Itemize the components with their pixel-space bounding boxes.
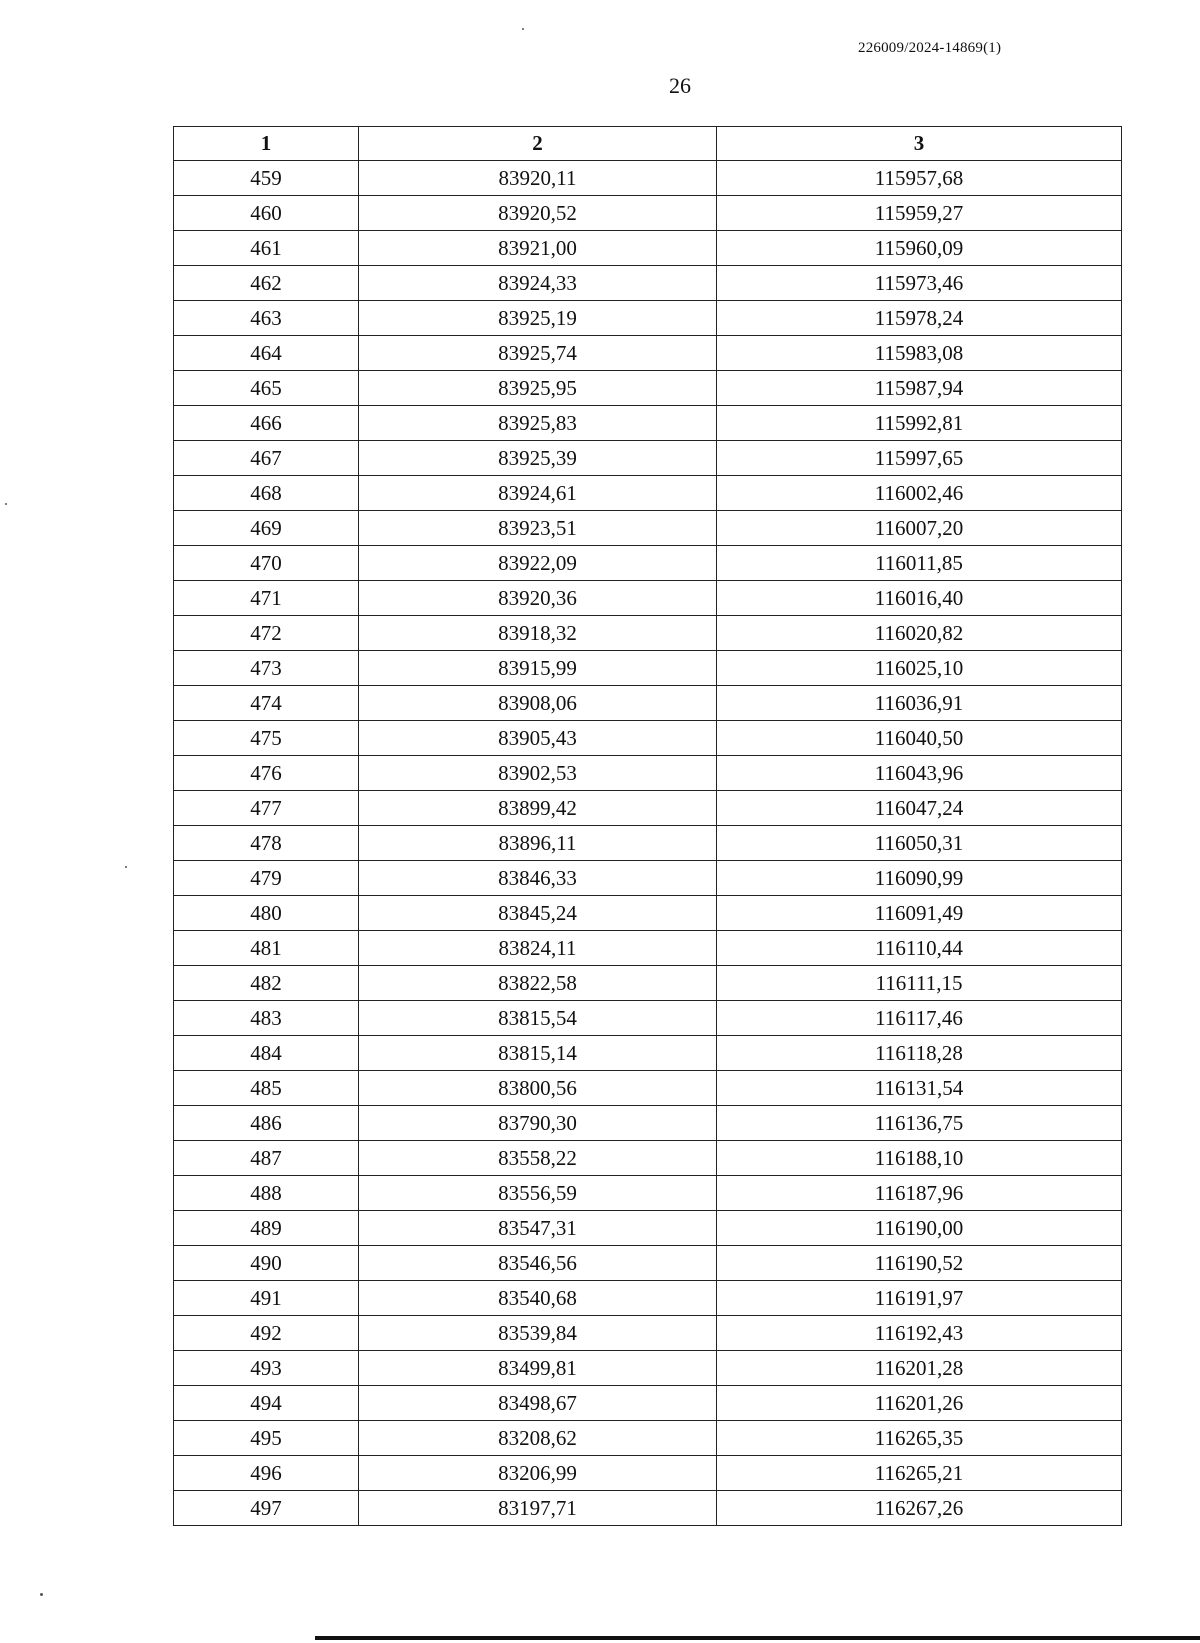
y-coordinate-cell: 116265,21	[717, 1456, 1122, 1491]
table-row	[174, 1281, 1122, 1316]
point-number-cell: 489	[174, 1211, 359, 1246]
table-row	[174, 791, 1122, 826]
table-body	[174, 161, 1122, 1526]
x-coordinate-cell: 83925,74	[359, 336, 717, 371]
scan-speck	[40, 1593, 43, 1596]
table-row	[174, 231, 1122, 266]
y-coordinate-cell: 116007,20	[717, 511, 1122, 546]
point-number-cell: 466	[174, 406, 359, 441]
point-number-cell: 481	[174, 931, 359, 966]
table-row	[174, 511, 1122, 546]
x-coordinate-cell: 83558,22	[359, 1141, 717, 1176]
x-coordinate-cell: 83547,31	[359, 1211, 717, 1246]
y-coordinate-cell: 116265,35	[717, 1421, 1122, 1456]
table-row	[174, 1351, 1122, 1386]
y-coordinate-cell: 116187,96	[717, 1176, 1122, 1211]
point-number-cell: 483	[174, 1001, 359, 1036]
x-coordinate-cell: 83908,06	[359, 686, 717, 721]
y-coordinate-cell: 115978,24	[717, 301, 1122, 336]
column-header-3: 3	[717, 127, 1122, 161]
point-number-cell: 496	[174, 1456, 359, 1491]
x-coordinate-cell: 83800,56	[359, 1071, 717, 1106]
y-coordinate-cell: 116201,26	[717, 1386, 1122, 1421]
point-number-cell: 486	[174, 1106, 359, 1141]
x-coordinate-cell: 83845,24	[359, 896, 717, 931]
table-row	[174, 1106, 1122, 1141]
y-coordinate-cell: 115983,08	[717, 336, 1122, 371]
y-coordinate-cell: 115960,09	[717, 231, 1122, 266]
table-row	[174, 1456, 1122, 1491]
x-coordinate-cell: 83925,95	[359, 371, 717, 406]
y-coordinate-cell: 116025,10	[717, 651, 1122, 686]
y-coordinate-cell: 116188,10	[717, 1141, 1122, 1176]
point-number-cell: 469	[174, 511, 359, 546]
y-coordinate-cell: 116050,31	[717, 826, 1122, 861]
table-row	[174, 861, 1122, 896]
y-coordinate-cell: 115987,94	[717, 371, 1122, 406]
point-number-cell: 460	[174, 196, 359, 231]
x-coordinate-cell: 83918,32	[359, 616, 717, 651]
table-row	[174, 756, 1122, 791]
x-coordinate-cell: 83556,59	[359, 1176, 717, 1211]
x-coordinate-cell: 83925,39	[359, 441, 717, 476]
table-row	[174, 686, 1122, 721]
coordinates-table	[173, 126, 1122, 1526]
y-coordinate-cell: 116002,46	[717, 476, 1122, 511]
point-number-cell: 480	[174, 896, 359, 931]
scan-speck	[125, 866, 127, 868]
point-number-cell: 471	[174, 581, 359, 616]
point-number-cell: 477	[174, 791, 359, 826]
point-number-cell: 492	[174, 1316, 359, 1351]
x-coordinate-cell: 83924,33	[359, 266, 717, 301]
y-coordinate-cell: 116192,43	[717, 1316, 1122, 1351]
y-coordinate-cell: 116091,49	[717, 896, 1122, 931]
point-number-cell: 467	[174, 441, 359, 476]
x-coordinate-cell: 83925,19	[359, 301, 717, 336]
point-number-cell: 470	[174, 546, 359, 581]
y-coordinate-cell: 115997,65	[717, 441, 1122, 476]
point-number-cell: 484	[174, 1036, 359, 1071]
point-number-cell: 462	[174, 266, 359, 301]
table-row	[174, 651, 1122, 686]
point-number-cell: 475	[174, 721, 359, 756]
y-coordinate-cell: 116047,24	[717, 791, 1122, 826]
document-number: 226009/2024-14869(1)	[858, 40, 1002, 56]
y-coordinate-cell: 116118,28	[717, 1036, 1122, 1071]
table-row	[174, 966, 1122, 1001]
x-coordinate-cell: 83824,11	[359, 931, 717, 966]
table-row	[174, 161, 1122, 196]
table-row	[174, 371, 1122, 406]
table-row	[174, 1176, 1122, 1211]
y-coordinate-cell: 116117,46	[717, 1001, 1122, 1036]
point-number-cell: 478	[174, 826, 359, 861]
point-number-cell: 494	[174, 1386, 359, 1421]
point-number-cell: 497	[174, 1491, 359, 1526]
x-coordinate-cell: 83539,84	[359, 1316, 717, 1351]
table-row	[174, 301, 1122, 336]
y-coordinate-cell: 116020,82	[717, 616, 1122, 651]
point-number-cell: 468	[174, 476, 359, 511]
table-row	[174, 721, 1122, 756]
table-row	[174, 1036, 1122, 1071]
point-number-cell: 479	[174, 861, 359, 896]
x-coordinate-cell: 83546,56	[359, 1246, 717, 1281]
table-row	[174, 1491, 1122, 1526]
point-number-cell: 464	[174, 336, 359, 371]
x-coordinate-cell: 83499,81	[359, 1351, 717, 1386]
table-row	[174, 1211, 1122, 1246]
x-coordinate-cell: 83197,71	[359, 1491, 717, 1526]
bottom-rule	[315, 1636, 1200, 1640]
table-row	[174, 1141, 1122, 1176]
table-row	[174, 546, 1122, 581]
x-coordinate-cell: 83923,51	[359, 511, 717, 546]
y-coordinate-cell: 116016,40	[717, 581, 1122, 616]
x-coordinate-cell: 83920,36	[359, 581, 717, 616]
x-coordinate-cell: 83921,00	[359, 231, 717, 266]
x-coordinate-cell: 83924,61	[359, 476, 717, 511]
point-number-cell: 490	[174, 1246, 359, 1281]
x-coordinate-cell: 83920,11	[359, 161, 717, 196]
x-coordinate-cell: 83206,99	[359, 1456, 717, 1491]
point-number-cell: 476	[174, 756, 359, 791]
point-number-cell: 485	[174, 1071, 359, 1106]
y-coordinate-cell: 115973,46	[717, 266, 1122, 301]
table-row	[174, 406, 1122, 441]
x-coordinate-cell: 83498,67	[359, 1386, 717, 1421]
x-coordinate-cell: 83899,42	[359, 791, 717, 826]
y-coordinate-cell: 116131,54	[717, 1071, 1122, 1106]
point-number-cell: 487	[174, 1141, 359, 1176]
y-coordinate-cell: 116111,15	[717, 966, 1122, 1001]
point-number-cell: 482	[174, 966, 359, 1001]
table-row	[174, 1316, 1122, 1351]
x-coordinate-cell: 83822,58	[359, 966, 717, 1001]
table-row	[174, 1001, 1122, 1036]
table-row	[174, 1071, 1122, 1106]
y-coordinate-cell: 116136,75	[717, 1106, 1122, 1141]
y-coordinate-cell: 116267,26	[717, 1491, 1122, 1526]
point-number-cell: 474	[174, 686, 359, 721]
point-number-cell: 465	[174, 371, 359, 406]
scan-speck	[522, 28, 524, 30]
x-coordinate-cell: 83905,43	[359, 721, 717, 756]
table-row	[174, 476, 1122, 511]
table-row	[174, 1246, 1122, 1281]
point-number-cell: 463	[174, 301, 359, 336]
point-number-cell: 495	[174, 1421, 359, 1456]
x-coordinate-cell: 83925,83	[359, 406, 717, 441]
x-coordinate-cell: 83902,53	[359, 756, 717, 791]
table-row	[174, 896, 1122, 931]
column-header-2: 2	[359, 127, 717, 161]
x-coordinate-cell: 83896,11	[359, 826, 717, 861]
point-number-cell: 488	[174, 1176, 359, 1211]
y-coordinate-cell: 116036,91	[717, 686, 1122, 721]
point-number-cell: 461	[174, 231, 359, 266]
table-header-row	[174, 127, 1122, 161]
table-row	[174, 581, 1122, 616]
x-coordinate-cell: 83920,52	[359, 196, 717, 231]
y-coordinate-cell: 115957,68	[717, 161, 1122, 196]
table-row	[174, 616, 1122, 651]
table-row	[174, 441, 1122, 476]
point-number-cell: 493	[174, 1351, 359, 1386]
y-coordinate-cell: 116040,50	[717, 721, 1122, 756]
y-coordinate-cell: 116043,96	[717, 756, 1122, 791]
y-coordinate-cell: 115992,81	[717, 406, 1122, 441]
x-coordinate-cell: 83915,99	[359, 651, 717, 686]
y-coordinate-cell: 116191,97	[717, 1281, 1122, 1316]
y-coordinate-cell: 116011,85	[717, 546, 1122, 581]
table-row	[174, 1421, 1122, 1456]
x-coordinate-cell: 83815,54	[359, 1001, 717, 1036]
scan-speck	[5, 503, 7, 505]
table-row	[174, 826, 1122, 861]
y-coordinate-cell: 116190,00	[717, 1211, 1122, 1246]
table-row	[174, 266, 1122, 301]
point-number-cell: 491	[174, 1281, 359, 1316]
table-row	[174, 336, 1122, 371]
y-coordinate-cell: 116110,44	[717, 931, 1122, 966]
x-coordinate-cell: 83922,09	[359, 546, 717, 581]
column-header-1: 1	[174, 127, 359, 161]
table-row	[174, 196, 1122, 231]
y-coordinate-cell: 116201,28	[717, 1351, 1122, 1386]
page-number: 26	[669, 73, 691, 98]
x-coordinate-cell: 83815,14	[359, 1036, 717, 1071]
y-coordinate-cell: 115959,27	[717, 196, 1122, 231]
point-number-cell: 472	[174, 616, 359, 651]
table-row	[174, 1386, 1122, 1421]
x-coordinate-cell: 83540,68	[359, 1281, 717, 1316]
y-coordinate-cell: 116090,99	[717, 861, 1122, 896]
x-coordinate-cell: 83790,30	[359, 1106, 717, 1141]
point-number-cell: 473	[174, 651, 359, 686]
x-coordinate-cell: 83208,62	[359, 1421, 717, 1456]
table-row	[174, 931, 1122, 966]
x-coordinate-cell: 83846,33	[359, 861, 717, 896]
point-number-cell: 459	[174, 161, 359, 196]
y-coordinate-cell: 116190,52	[717, 1246, 1122, 1281]
